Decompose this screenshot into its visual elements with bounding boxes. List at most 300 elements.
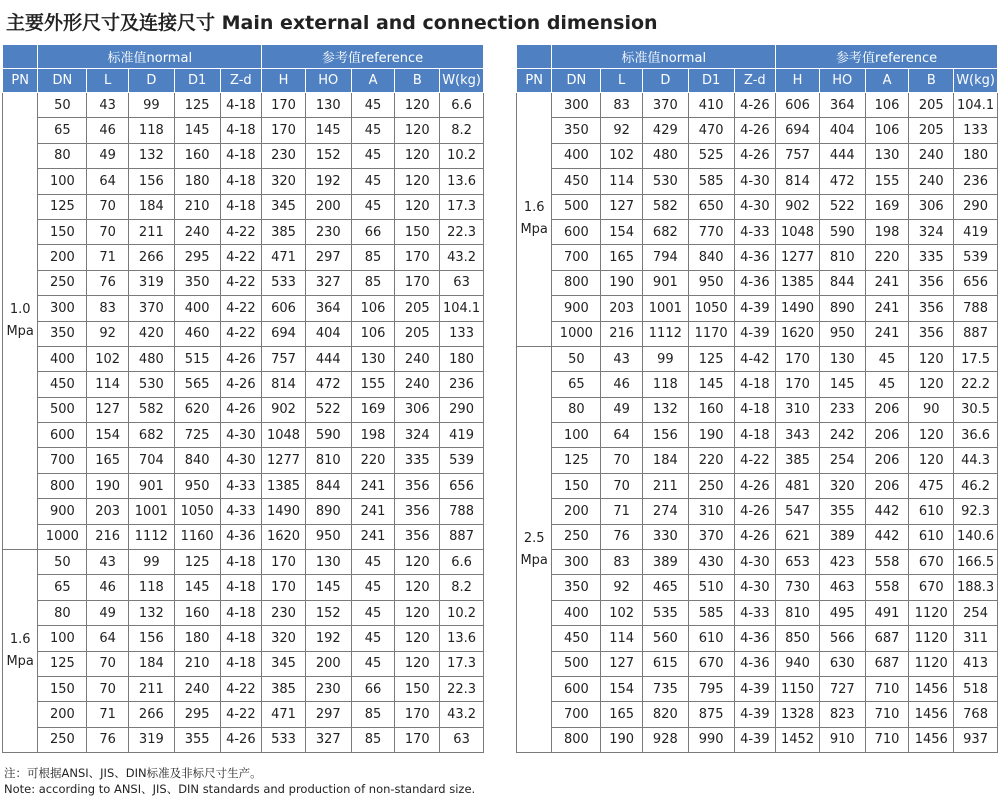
header-group-normal: 标准值normal bbox=[552, 45, 776, 69]
table-cell: 211 bbox=[128, 219, 174, 244]
table-cell: 4-18 bbox=[220, 169, 262, 194]
table-cell: 240 bbox=[395, 346, 440, 371]
table-row bbox=[3, 245, 484, 270]
table-cell: 4-22 bbox=[220, 296, 262, 321]
table-cell: 533 bbox=[262, 727, 306, 752]
table-cell: 200 bbox=[38, 245, 87, 270]
table-cell: 840 bbox=[174, 448, 220, 473]
table-cell: 621 bbox=[776, 524, 820, 549]
table-cell: 585 bbox=[688, 600, 734, 625]
table-cell: 46 bbox=[87, 575, 129, 600]
table-cell: 242 bbox=[819, 423, 865, 448]
column-header: B bbox=[909, 69, 954, 93]
table-cell: 4-18 bbox=[220, 93, 262, 118]
table-cell: 694 bbox=[776, 118, 820, 143]
table-cell: 241 bbox=[865, 321, 909, 346]
table-row bbox=[3, 499, 484, 524]
table-cell: 211 bbox=[642, 473, 688, 498]
table-cell: 125 bbox=[174, 93, 220, 118]
table-cell: 450 bbox=[552, 169, 601, 194]
table-cell: 4-30 bbox=[220, 448, 262, 473]
pressure-cell bbox=[3, 93, 38, 550]
column-header: W(kg) bbox=[440, 69, 484, 93]
table-cell: 4-26 bbox=[220, 346, 262, 371]
table-cell: 560 bbox=[642, 626, 688, 651]
table-cell: 17.3 bbox=[440, 651, 484, 676]
table-cell: 525 bbox=[688, 143, 734, 168]
table-cell: 4-33 bbox=[220, 473, 262, 498]
table-cell: 475 bbox=[909, 473, 954, 498]
column-header: A bbox=[351, 69, 395, 93]
table-cell: 1048 bbox=[776, 219, 820, 244]
table-row bbox=[3, 600, 484, 625]
table-cell: 266 bbox=[128, 702, 174, 727]
table-cell: 184 bbox=[642, 448, 688, 473]
table-cell: 423 bbox=[819, 550, 865, 575]
table-cell: 472 bbox=[305, 372, 351, 397]
table-cell: 463 bbox=[819, 575, 865, 600]
table-cell: 203 bbox=[87, 499, 129, 524]
table-cell: 125 bbox=[38, 194, 87, 219]
table-cell: 64 bbox=[87, 626, 129, 651]
table-cell: 106 bbox=[865, 118, 909, 143]
table-cell: 4-18 bbox=[220, 143, 262, 168]
table-cell: 192 bbox=[305, 626, 351, 651]
table-cell: 4-39 bbox=[734, 727, 776, 752]
table-cell: 210 bbox=[174, 651, 220, 676]
table-cell: 420 bbox=[128, 321, 174, 346]
table-cell: 170 bbox=[395, 245, 440, 270]
table-cell: 71 bbox=[601, 499, 643, 524]
table-cell: 1456 bbox=[909, 676, 954, 701]
table-cell: 198 bbox=[865, 219, 909, 244]
pressure-label: Mpa bbox=[520, 222, 548, 238]
pressure-cell bbox=[3, 550, 38, 753]
table-cell: 794 bbox=[642, 245, 688, 270]
table-cell: 254 bbox=[954, 600, 998, 625]
table-cell: 725 bbox=[174, 423, 220, 448]
table-row bbox=[517, 550, 998, 575]
table-row bbox=[517, 575, 998, 600]
table-cell: 45 bbox=[351, 194, 395, 219]
table-cell: 4-36 bbox=[220, 524, 262, 549]
table-cell: 118 bbox=[642, 372, 688, 397]
table-cell: 205 bbox=[909, 118, 954, 143]
table-row bbox=[517, 651, 998, 676]
table-row bbox=[3, 143, 484, 168]
table-cell: 630 bbox=[819, 651, 865, 676]
table-cell: 106 bbox=[351, 321, 395, 346]
table-cell: 311 bbox=[954, 626, 998, 651]
table-cell: 875 bbox=[688, 702, 734, 727]
table-cell: 236 bbox=[954, 169, 998, 194]
table-cell: 13.6 bbox=[440, 169, 484, 194]
table-row bbox=[517, 169, 998, 194]
table-cell: 4-18 bbox=[220, 651, 262, 676]
table-cell: 154 bbox=[601, 676, 643, 701]
table-cell: 46.2 bbox=[954, 473, 998, 498]
table-cell: 170 bbox=[776, 346, 820, 371]
table-cell: 71 bbox=[87, 245, 129, 270]
table-cell: 491 bbox=[865, 600, 909, 625]
table-cell: 100 bbox=[38, 169, 87, 194]
table-cell: 4-36 bbox=[734, 651, 776, 676]
table-cell: 297 bbox=[305, 245, 351, 270]
table-cell: 160 bbox=[174, 600, 220, 625]
table-row bbox=[517, 194, 998, 219]
table-row bbox=[517, 423, 998, 448]
table-cell: 4-30 bbox=[220, 423, 262, 448]
table-cell: 70 bbox=[87, 651, 129, 676]
table-cell: 114 bbox=[601, 169, 643, 194]
table-cell: 901 bbox=[128, 473, 174, 498]
table-cell: 606 bbox=[776, 93, 820, 118]
table-cell: 4-26 bbox=[220, 727, 262, 752]
table-cell: 330 bbox=[642, 524, 688, 549]
table-cell: 590 bbox=[819, 219, 865, 244]
table-cell: 290 bbox=[954, 194, 998, 219]
table-cell: 150 bbox=[395, 676, 440, 701]
table-cell: 4-42 bbox=[734, 346, 776, 371]
table-cell: 45 bbox=[351, 575, 395, 600]
table-cell: 216 bbox=[87, 524, 129, 549]
table-cell: 1150 bbox=[776, 676, 820, 701]
table-row bbox=[517, 143, 998, 168]
table-cell: 687 bbox=[865, 626, 909, 651]
table-cell: 254 bbox=[819, 448, 865, 473]
table-row bbox=[3, 550, 484, 575]
table-cell: 120 bbox=[395, 550, 440, 575]
table-cell: 950 bbox=[688, 270, 734, 295]
table-cell: 206 bbox=[865, 423, 909, 448]
table-cell: 300 bbox=[552, 93, 601, 118]
table-cell: 444 bbox=[819, 143, 865, 168]
table-cell: 530 bbox=[642, 169, 688, 194]
table-row bbox=[517, 727, 998, 752]
table-cell: 188.3 bbox=[954, 575, 998, 600]
table-cell: 4-26 bbox=[734, 524, 776, 549]
table-row bbox=[3, 169, 484, 194]
table-cell: 404 bbox=[819, 118, 865, 143]
table-row bbox=[517, 346, 998, 371]
table-cell: 120 bbox=[909, 423, 954, 448]
pressure-label: Mpa bbox=[6, 324, 34, 340]
table-cell: 120 bbox=[395, 626, 440, 651]
table-cell: 4-33 bbox=[734, 219, 776, 244]
table-cell: 125 bbox=[688, 346, 734, 371]
table-cell: 356 bbox=[909, 321, 954, 346]
table-cell: 606 bbox=[262, 296, 306, 321]
table-cell: 43 bbox=[87, 93, 129, 118]
table-cell: 582 bbox=[128, 397, 174, 422]
table-cell: 80 bbox=[38, 600, 87, 625]
table-cell: 133 bbox=[440, 321, 484, 346]
table-cell: 85 bbox=[351, 727, 395, 752]
table-cell: 4-18 bbox=[220, 600, 262, 625]
table-cell: 17.3 bbox=[440, 194, 484, 219]
table-cell: 160 bbox=[174, 143, 220, 168]
table-cell: 694 bbox=[262, 321, 306, 346]
table-cell: 205 bbox=[909, 93, 954, 118]
table-cell: 120 bbox=[395, 600, 440, 625]
note-english: Note: according to ANSI、JIS、DIN standards and production of non-standard size. bbox=[4, 782, 476, 796]
table-cell: 165 bbox=[601, 702, 643, 727]
column-header: W(kg) bbox=[954, 69, 998, 93]
table-cell: 1385 bbox=[776, 270, 820, 295]
table-row bbox=[3, 296, 484, 321]
table-cell: 295 bbox=[174, 245, 220, 270]
table-cell: 76 bbox=[601, 524, 643, 549]
table-cell: 990 bbox=[688, 727, 734, 752]
table-cell: 50 bbox=[38, 550, 87, 575]
table-cell: 295 bbox=[174, 702, 220, 727]
table-cell: 8.2 bbox=[440, 118, 484, 143]
table-cell: 800 bbox=[552, 727, 601, 752]
table-cell: 13.6 bbox=[440, 626, 484, 651]
column-header-row bbox=[3, 69, 484, 93]
table-cell: 36.6 bbox=[954, 423, 998, 448]
table-cell: 840 bbox=[688, 245, 734, 270]
table-cell: 1170 bbox=[688, 321, 734, 346]
table-cell: 670 bbox=[688, 651, 734, 676]
table-cell: 910 bbox=[819, 727, 865, 752]
table-cell: 85 bbox=[351, 270, 395, 295]
table-row bbox=[3, 651, 484, 676]
table-cell: 127 bbox=[601, 651, 643, 676]
table-cell: 4-36 bbox=[734, 245, 776, 270]
table-row bbox=[517, 499, 998, 524]
table-cell: 500 bbox=[552, 651, 601, 676]
table-cell: 1456 bbox=[909, 727, 954, 752]
table-cell: 250 bbox=[38, 270, 87, 295]
table-cell: 49 bbox=[601, 397, 643, 422]
table-row bbox=[3, 473, 484, 498]
table-cell: 83 bbox=[87, 296, 129, 321]
table-cell: 610 bbox=[909, 499, 954, 524]
table-cell: 450 bbox=[552, 626, 601, 651]
table-cell: 120 bbox=[395, 143, 440, 168]
table-row bbox=[3, 727, 484, 752]
table-cell: 65 bbox=[38, 118, 87, 143]
header-blank bbox=[3, 45, 38, 69]
table-cell: 1050 bbox=[174, 499, 220, 524]
table-cell: 1277 bbox=[262, 448, 306, 473]
table-cell: 810 bbox=[819, 245, 865, 270]
table-cell: 940 bbox=[776, 651, 820, 676]
column-header: PN bbox=[3, 69, 38, 93]
table-cell: 241 bbox=[351, 473, 395, 498]
table-cell: 471 bbox=[262, 702, 306, 727]
table-cell: 43.2 bbox=[440, 245, 484, 270]
table-cell: 385 bbox=[262, 676, 306, 701]
table-cell: 4-39 bbox=[734, 702, 776, 727]
table-cell: 99 bbox=[128, 93, 174, 118]
table-cell: 547 bbox=[776, 499, 820, 524]
table-cell: 788 bbox=[954, 296, 998, 321]
table-cell: 710 bbox=[865, 727, 909, 752]
pressure-label: 1.0 bbox=[9, 302, 31, 318]
table-cell: 240 bbox=[395, 372, 440, 397]
table-cell: 320 bbox=[262, 169, 306, 194]
table-cell: 210 bbox=[174, 194, 220, 219]
table-cell: 460 bbox=[174, 321, 220, 346]
table-row bbox=[517, 245, 998, 270]
table-cell: 327 bbox=[305, 270, 351, 295]
table-cell: 364 bbox=[305, 296, 351, 321]
pressure-cell bbox=[517, 346, 552, 752]
table-cell: 127 bbox=[87, 397, 129, 422]
table-cell: 343 bbox=[776, 423, 820, 448]
column-header: H bbox=[262, 69, 306, 93]
column-header: D1 bbox=[174, 69, 220, 93]
table-cell: 145 bbox=[688, 372, 734, 397]
table-row bbox=[517, 93, 998, 118]
table-cell: 83 bbox=[601, 93, 643, 118]
table-cell: 205 bbox=[395, 321, 440, 346]
table-cell: 481 bbox=[776, 473, 820, 498]
table-cell: 156 bbox=[128, 626, 174, 651]
table-cell: 788 bbox=[440, 499, 484, 524]
table-cell: 152 bbox=[305, 600, 351, 625]
table-cell: 1048 bbox=[262, 423, 306, 448]
table-cell: 600 bbox=[552, 219, 601, 244]
table-cell: 230 bbox=[262, 600, 306, 625]
table-cell: 730 bbox=[776, 575, 820, 600]
table-cell: 850 bbox=[776, 626, 820, 651]
table-cell: 950 bbox=[305, 524, 351, 549]
table-cell: 1620 bbox=[262, 524, 306, 549]
table-cell: 810 bbox=[305, 448, 351, 473]
table-cell: 170 bbox=[262, 550, 306, 575]
table-cell: 133 bbox=[954, 118, 998, 143]
table-cell: 356 bbox=[395, 524, 440, 549]
table-cell: 290 bbox=[440, 397, 484, 422]
table-cell: 150 bbox=[38, 219, 87, 244]
table-cell: 902 bbox=[776, 194, 820, 219]
table-cell: 266 bbox=[128, 245, 174, 270]
table-cell: 145 bbox=[819, 372, 865, 397]
table-cell: 70 bbox=[87, 194, 129, 219]
table-cell: 389 bbox=[819, 524, 865, 549]
table-cell: 385 bbox=[776, 448, 820, 473]
table-cell: 558 bbox=[865, 550, 909, 575]
table-cell: 310 bbox=[688, 499, 734, 524]
table-cell: 166.5 bbox=[954, 550, 998, 575]
table-cell: 104.1 bbox=[440, 296, 484, 321]
table-cell: 45 bbox=[351, 143, 395, 168]
table-cell: 99 bbox=[642, 346, 688, 371]
table-cell: 800 bbox=[38, 473, 87, 498]
table-cell: 241 bbox=[865, 296, 909, 321]
header-group-reference: 参考值reference bbox=[776, 45, 998, 69]
table-cell: 211 bbox=[128, 676, 174, 701]
table-cell: 85 bbox=[351, 245, 395, 270]
table-cell: 190 bbox=[601, 270, 643, 295]
table-cell: 700 bbox=[38, 448, 87, 473]
table-cell: 495 bbox=[819, 600, 865, 625]
column-header: L bbox=[601, 69, 643, 93]
table-cell: 1620 bbox=[776, 321, 820, 346]
table-cell: 565 bbox=[174, 372, 220, 397]
table-cell: 100 bbox=[552, 423, 601, 448]
table-cell: 106 bbox=[351, 296, 395, 321]
table-cell: 500 bbox=[552, 194, 601, 219]
note-chinese: 注：可根据ANSI、JIS、DIN标准及非标尺寸生产。 bbox=[4, 766, 262, 780]
table-cell: 4-26 bbox=[734, 93, 776, 118]
table-cell: 465 bbox=[642, 575, 688, 600]
table-cell: 844 bbox=[819, 270, 865, 295]
table-cell: 170 bbox=[262, 118, 306, 143]
table-cell: 120 bbox=[395, 169, 440, 194]
table-cell: 150 bbox=[395, 219, 440, 244]
table-cell: 150 bbox=[552, 473, 601, 498]
table-cell: 887 bbox=[440, 524, 484, 549]
table-cell: 1456 bbox=[909, 702, 954, 727]
table-cell: 125 bbox=[174, 550, 220, 575]
table-cell: 522 bbox=[819, 194, 865, 219]
table-cell: 230 bbox=[305, 219, 351, 244]
table-cell: 533 bbox=[262, 270, 306, 295]
table-cell: 169 bbox=[865, 194, 909, 219]
table-cell: 890 bbox=[305, 499, 351, 524]
table-cell: 600 bbox=[552, 676, 601, 701]
table-cell: 4-33 bbox=[734, 600, 776, 625]
table-cell: 4-22 bbox=[220, 321, 262, 346]
pressure-label: 1.6 bbox=[9, 632, 31, 648]
table-cell: 844 bbox=[305, 473, 351, 498]
table-cell: 241 bbox=[865, 270, 909, 295]
table-cell: 92 bbox=[601, 575, 643, 600]
table-cell: 356 bbox=[909, 296, 954, 321]
table-cell: 522 bbox=[305, 397, 351, 422]
table-cell: 132 bbox=[128, 600, 174, 625]
table-cell: 180 bbox=[174, 626, 220, 651]
header-group-normal: 标准值normal bbox=[38, 45, 262, 69]
table-cell: 220 bbox=[865, 245, 909, 270]
table-cell: 370 bbox=[128, 296, 174, 321]
table-cell: 620 bbox=[174, 397, 220, 422]
table-cell: 890 bbox=[819, 296, 865, 321]
table-cell: 600 bbox=[38, 423, 87, 448]
table-cell: 206 bbox=[865, 448, 909, 473]
table-cell: 50 bbox=[38, 93, 87, 118]
table-cell: 682 bbox=[642, 219, 688, 244]
table-cell: 64 bbox=[601, 423, 643, 448]
table-cell: 156 bbox=[642, 423, 688, 448]
table-cell: 22.2 bbox=[954, 372, 998, 397]
pressure-cell bbox=[517, 93, 552, 347]
table-cell: 118 bbox=[128, 575, 174, 600]
table-cell: 127 bbox=[601, 194, 643, 219]
table-cell: 154 bbox=[87, 423, 129, 448]
table-cell: 1001 bbox=[642, 296, 688, 321]
table-cell: 71 bbox=[87, 702, 129, 727]
table-cell: 400 bbox=[174, 296, 220, 321]
table-cell: 902 bbox=[262, 397, 306, 422]
table-cell: 4-18 bbox=[220, 194, 262, 219]
column-header: HO bbox=[819, 69, 865, 93]
table-cell: 335 bbox=[909, 245, 954, 270]
table-cell: 300 bbox=[552, 550, 601, 575]
table-row bbox=[3, 676, 484, 701]
table-cell: 76 bbox=[87, 270, 129, 295]
table-cell: 320 bbox=[262, 626, 306, 651]
table-cell: 1112 bbox=[642, 321, 688, 346]
column-header: PN bbox=[517, 69, 552, 93]
table-cell: 92 bbox=[601, 118, 643, 143]
table-cell: 4-22 bbox=[220, 270, 262, 295]
table-cell: 4-39 bbox=[734, 676, 776, 701]
